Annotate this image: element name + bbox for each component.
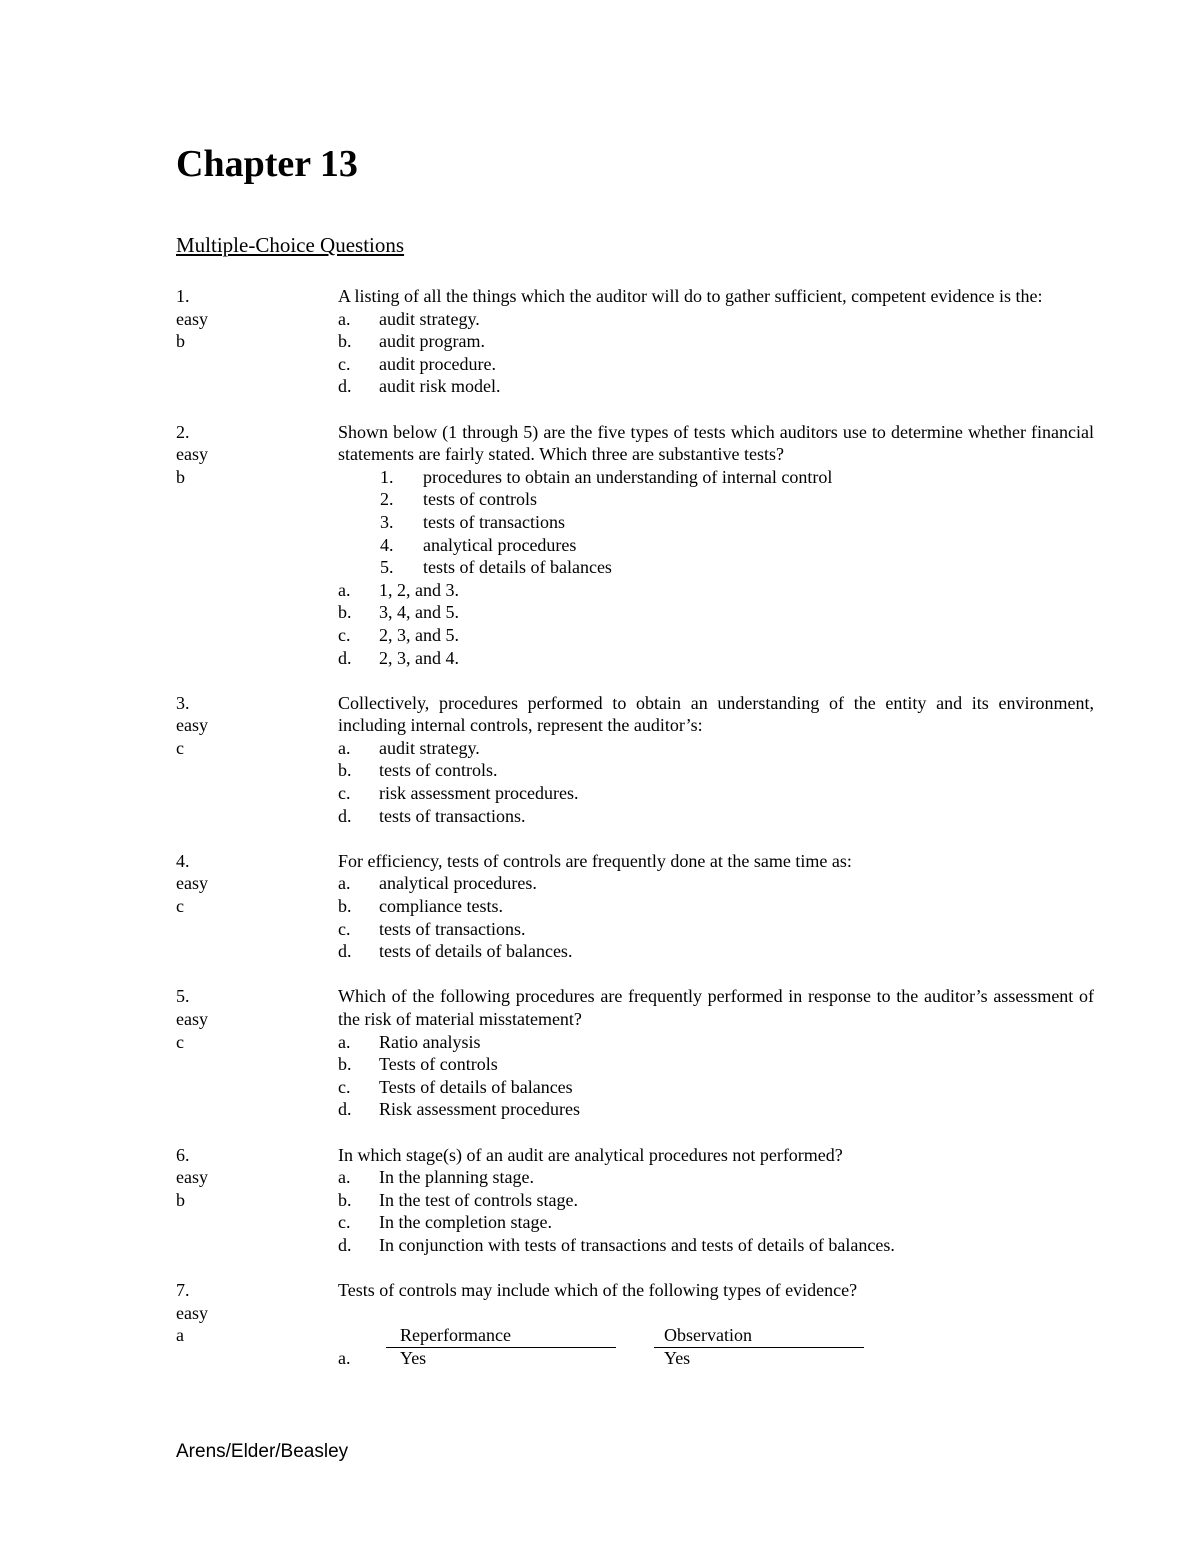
- question-body: [338, 985, 1094, 1121]
- question-answer-key: b: [176, 1189, 185, 1210]
- option-text: In conjunction with tests of transactions and tests of details of balances.: [379, 1234, 895, 1255]
- question-difficulty: easy: [176, 715, 208, 736]
- answer-option: [338, 1053, 1094, 1076]
- option-label: d.: [338, 647, 352, 668]
- answer-option: [338, 895, 1094, 918]
- option-label: d.: [338, 941, 352, 962]
- sub-item-text: tests of details of balances: [423, 557, 612, 578]
- option-text: risk assessment procedures.: [379, 783, 579, 804]
- sub-item: [338, 488, 1094, 511]
- question-difficulty: easy: [176, 444, 208, 465]
- option-text: audit strategy.: [379, 737, 480, 758]
- option-text: audit risk model.: [379, 376, 501, 397]
- option-label: a.: [338, 737, 351, 758]
- question-meta: [176, 421, 276, 489]
- option-text: compliance tests.: [379, 896, 503, 917]
- question-number: 1.: [176, 286, 190, 306]
- question-answer-key: b: [176, 331, 185, 352]
- page-footer: Arens/Elder/Beasley: [176, 1441, 349, 1462]
- question-difficulty: easy: [176, 1009, 208, 1029]
- option-text: tests of transactions.: [379, 805, 526, 826]
- option-label: a.: [338, 873, 351, 894]
- option-text: Risk assessment procedures: [379, 1099, 580, 1120]
- option-label: b.: [338, 602, 352, 623]
- option-label: c.: [338, 1212, 351, 1233]
- sub-item: [338, 534, 1094, 557]
- option-label: d.: [338, 1234, 352, 1255]
- answer-option: [338, 353, 1094, 376]
- sub-item-number: 2.: [380, 489, 394, 510]
- option-text: tests of details of balances.: [379, 941, 573, 962]
- answer-option: [338, 872, 1094, 895]
- question-item: [176, 985, 1096, 1121]
- answer-option: [338, 647, 1094, 670]
- question-body: [338, 1144, 1094, 1257]
- question-item: [176, 850, 1096, 963]
- question-text: A listing of all the things which the auditor will do to gather sufficient, competent evidence is the:: [338, 286, 1043, 306]
- sub-item-number: 4.: [380, 534, 394, 555]
- answer-option: [338, 1076, 1094, 1099]
- question-meta: [176, 692, 276, 760]
- option-label: c.: [338, 1076, 351, 1097]
- option-text: audit program.: [379, 331, 485, 352]
- section-heading: Multiple-Choice Questions: [176, 233, 405, 257]
- question-number: 6.: [176, 1144, 190, 1165]
- answer-option: [338, 375, 1094, 398]
- option-label: b.: [338, 896, 352, 917]
- table-cell: Yes: [400, 1347, 427, 1368]
- answer-option: [338, 782, 1094, 805]
- question-text: For efficiency, tests of controls are frequently done at the same time as:: [338, 850, 852, 871]
- question-difficulty: easy: [176, 873, 208, 894]
- question-meta: [176, 985, 276, 1053]
- option-label: a.: [338, 1031, 351, 1052]
- answer-option: [338, 805, 1094, 828]
- option-label: d.: [338, 376, 352, 397]
- question-item: [176, 421, 1096, 670]
- table-header-reperformance: Reperformance: [386, 1324, 616, 1348]
- question-answer-key: a: [176, 1325, 184, 1346]
- option-text: 3, 4, and 5.: [379, 602, 459, 623]
- question-number: 2.: [176, 421, 190, 442]
- option-label: c.: [338, 783, 351, 804]
- question-text: Which of the following procedures are frequently performed in response to the auditor’s assessment of the risk of material misstatement?: [338, 986, 1094, 1029]
- option-label: c.: [338, 624, 351, 645]
- option-label: a.: [338, 1167, 351, 1188]
- answer-table-row: [338, 1347, 1094, 1370]
- question-text: In which stage(s) of an audit are analytical procedures not performed?: [338, 1144, 843, 1165]
- question-text: Tests of controls may include which of the following types of evidence?: [338, 1280, 858, 1301]
- question-answer-key: c: [176, 896, 184, 917]
- option-label: c.: [338, 918, 351, 939]
- question-number: 3.: [176, 692, 190, 713]
- answer-option: [338, 1211, 1094, 1234]
- answer-option: [338, 737, 1094, 760]
- question-number: 4.: [176, 850, 190, 871]
- question-body: [338, 692, 1094, 828]
- sub-item-text: tests of transactions: [423, 511, 565, 532]
- question-item: [176, 692, 1096, 828]
- option-label: c.: [338, 353, 351, 374]
- question-answer-key: b: [176, 466, 185, 487]
- sub-item-number: 5.: [380, 557, 394, 578]
- sub-item: [338, 511, 1094, 534]
- question-text: Shown below (1 through 5) are the five types of tests which auditors use to determine whether financial statements are fairly stated. Which three are substantive tests?: [338, 421, 1094, 465]
- question-text: Collectively, procedures performed to obtain an understanding of the entity and its environment, including internal controls, represent the auditor’s:: [338, 692, 1094, 736]
- sub-item-text: tests of controls: [423, 489, 537, 510]
- answer-option: [338, 1031, 1094, 1054]
- question-item: [176, 1279, 1096, 1369]
- option-label: b.: [338, 331, 352, 352]
- question-body: [338, 421, 1094, 670]
- chapter-title: Chapter 13: [176, 143, 358, 185]
- option-label: a.: [338, 579, 351, 600]
- option-text: tests of transactions.: [379, 918, 526, 939]
- option-label: a.: [338, 1347, 351, 1368]
- option-text: In the test of controls stage.: [379, 1189, 578, 1210]
- option-text: audit procedure.: [379, 353, 496, 374]
- answer-option: [338, 1166, 1094, 1189]
- question-difficulty: easy: [176, 1302, 208, 1323]
- question-answer-key: c: [176, 737, 184, 758]
- option-label: b.: [338, 1054, 352, 1075]
- answer-option: [338, 1098, 1094, 1121]
- question-item: [176, 1144, 1096, 1257]
- option-text: 2, 3, and 5.: [379, 624, 459, 645]
- answer-table-header: [338, 1324, 1094, 1347]
- answer-option: [338, 624, 1094, 647]
- answer-option: [338, 308, 1094, 331]
- table-header-observation: Observation: [654, 1324, 864, 1348]
- answer-option: [338, 579, 1094, 602]
- question-meta: [176, 850, 276, 918]
- option-text: 1, 2, and 3.: [379, 579, 459, 600]
- answer-option: [338, 759, 1094, 782]
- option-text: Tests of controls: [379, 1054, 498, 1075]
- option-label: b.: [338, 1189, 352, 1210]
- question-difficulty: easy: [176, 308, 208, 329]
- answer-option: [338, 601, 1094, 624]
- option-text: 2, 3, and 4.: [379, 647, 459, 668]
- answer-option: [338, 918, 1094, 941]
- option-text: tests of controls.: [379, 760, 498, 781]
- sub-item-text: analytical procedures: [423, 534, 577, 555]
- option-text: audit strategy.: [379, 308, 480, 329]
- question-list: [176, 285, 1096, 1392]
- question-item: [176, 285, 1096, 398]
- question-meta: [176, 1144, 276, 1212]
- option-label: d.: [338, 805, 352, 826]
- table-cell: Yes: [664, 1347, 691, 1368]
- answer-option: [338, 1234, 1094, 1257]
- question-body: [338, 850, 1094, 963]
- answer-option: [338, 1189, 1094, 1212]
- sub-item-number: 3.: [380, 511, 394, 532]
- option-label: a.: [338, 308, 351, 329]
- option-text: Tests of details of balances: [379, 1076, 573, 1097]
- question-number: 5.: [176, 986, 190, 1007]
- question-answer-key: c: [176, 1031, 184, 1052]
- option-text: analytical procedures.: [379, 873, 537, 894]
- option-text: In the planning stage.: [379, 1167, 534, 1188]
- sub-item: [338, 466, 1094, 489]
- option-text: In the completion stage.: [379, 1212, 552, 1233]
- sub-item-number: 1.: [380, 466, 394, 487]
- question-difficulty: easy: [176, 1167, 208, 1188]
- question-meta: [176, 285, 276, 353]
- option-label: b.: [338, 760, 352, 781]
- question-body: [338, 1279, 1094, 1369]
- question-meta: [176, 1279, 276, 1347]
- option-text: Ratio analysis: [379, 1031, 481, 1052]
- answer-option: [338, 940, 1094, 963]
- question-body: [338, 285, 1094, 398]
- question-number: 7.: [176, 1280, 190, 1301]
- answer-option: [338, 330, 1094, 353]
- sub-item: [338, 556, 1094, 579]
- sub-item-text: procedures to obtain an understanding of internal control: [423, 466, 833, 487]
- option-label: d.: [338, 1099, 352, 1120]
